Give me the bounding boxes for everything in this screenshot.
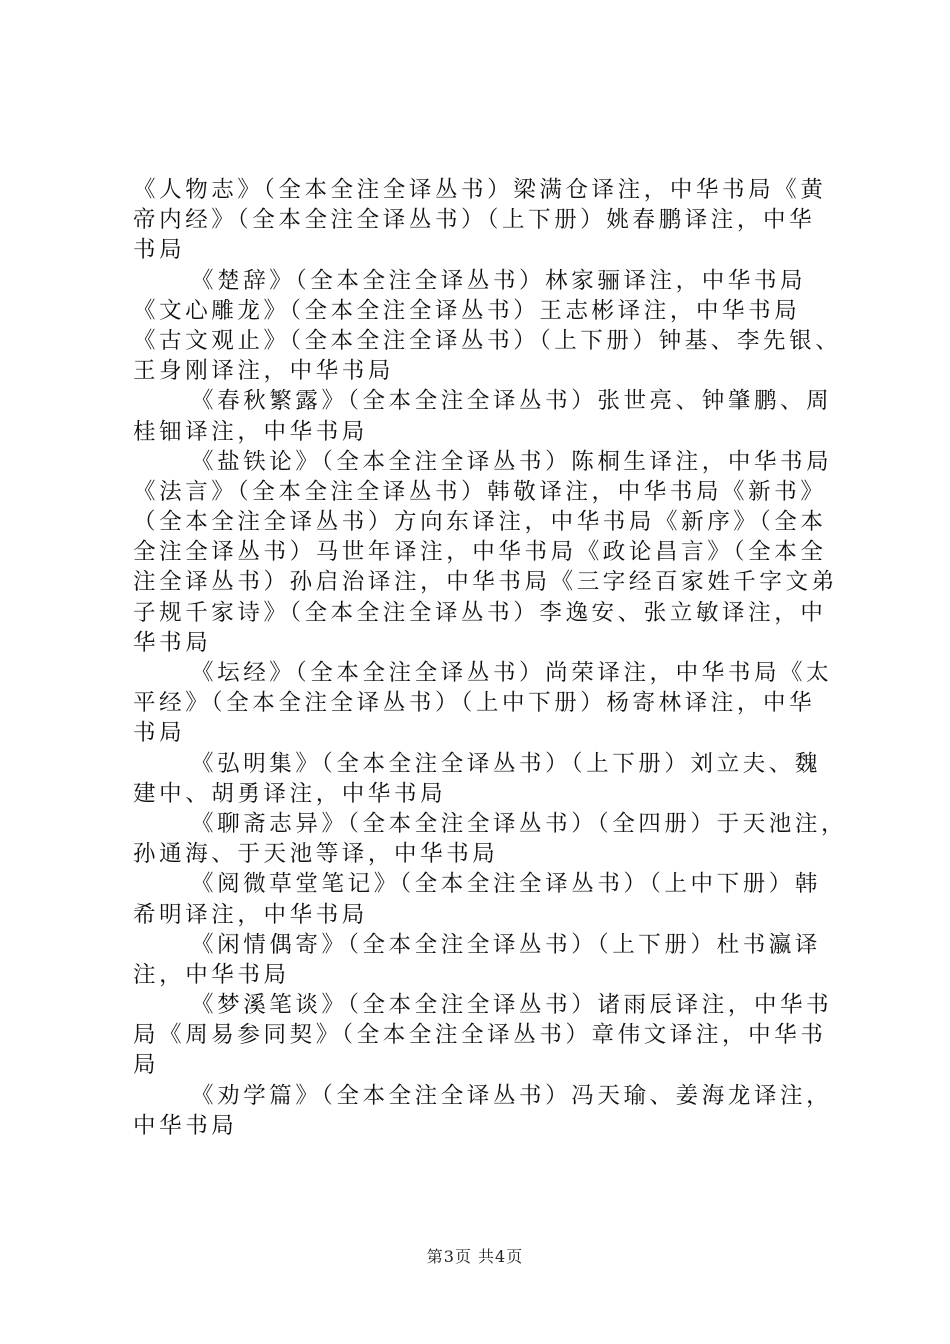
text-line: 局《周易参同契》（全本全注全译丛书）章伟文译注，中华书: [133, 1022, 827, 1049]
text-line: 孙通海、于天池等译，中华书局: [133, 841, 499, 868]
text-line: 平经》（全本全注全译丛书）（上中下册）杨寄林译注，中华: [133, 690, 816, 717]
text-line: 华书局: [133, 629, 212, 656]
text-line: 书局: [133, 237, 186, 264]
text-line: 《楚辞》（全本全注全译丛书）林家骊译注，中华书局: [191, 267, 807, 294]
document-body: [133, 175, 848, 1141]
page-footer: 第3页 共4页: [426, 1247, 524, 1266]
text-line: 王身刚译注，中华书局: [133, 358, 395, 385]
text-line: 桂钿译注，中华书局: [133, 418, 368, 445]
text-line: 《文心雕龙》（全本全注全译丛书）王志彬译注，中华书局: [133, 297, 801, 324]
text-line: 帝内经》（全本全注全译丛书）（上下册）姚春鹏译注，中华: [133, 207, 816, 234]
text-line: 《法言》（全本全注全译丛书）韩敬译注，中华书局《新书》: [133, 478, 827, 505]
text-line: 注全译丛书）孙启治译注，中华书局《三字经百家姓千字文弟: [133, 569, 838, 596]
text-line: 建中、胡勇译注，中华书局: [133, 780, 447, 807]
text-line: 《阅微草堂笔记》（全本全注全译丛书）（上中下册）韩: [191, 871, 822, 898]
text-line: 《梦溪笔谈》（全本全注全译丛书）诸雨辰译注，中华书: [191, 992, 833, 1019]
text-line: 局: [133, 1052, 160, 1079]
text-line: 中华书局: [133, 1112, 238, 1139]
text-line: 希明译注，中华书局: [133, 901, 368, 928]
text-line: 注，中华书局: [133, 961, 290, 988]
text-line: 《古文观止》（全本全注全译丛书）（上下册）钟基、李先银、: [133, 327, 842, 354]
text-line: 《春秋繁露》（全本全注全译丛书）张世亮、钟肇鹏、周: [191, 388, 833, 415]
text-line: 全注全译丛书）马世年译注，中华书局《政论昌言》（全本全: [133, 539, 827, 566]
text-line: 《弘明集》（全本全注全译丛书）（上下册）刘立夫、魏: [191, 750, 822, 777]
text-line: （全本全注全译丛书）方向东译注，中华书局《新序》（全本: [133, 509, 827, 536]
text-line: 《人物志》（全本全注全译丛书）梁满仓译注，中华书局《黄: [133, 177, 827, 203]
text-line: 《盐铁论》（全本全注全译丛书）陈桐生译注，中华书局: [191, 448, 833, 475]
text-line: 书局: [133, 720, 186, 747]
text-line: 《劝学篇》（全本全注全译丛书）冯天瑜、姜海龙译注，: [191, 1082, 833, 1109]
text-line: 子规千家诗》（全本全注全译丛书）李逸安、张立敏译注，中: [133, 599, 827, 626]
text-line: 《坛经》（全本全注全译丛书）尚荣译注，中华书局《太: [191, 660, 833, 686]
text-line: 《闲情偶寄》（全本全注全译丛书）（上下册）杜书瀛译: [191, 931, 822, 958]
text-line: 《聊斋志异》（全本全注全译丛书）（全四册）于天池注，: [191, 810, 848, 837]
